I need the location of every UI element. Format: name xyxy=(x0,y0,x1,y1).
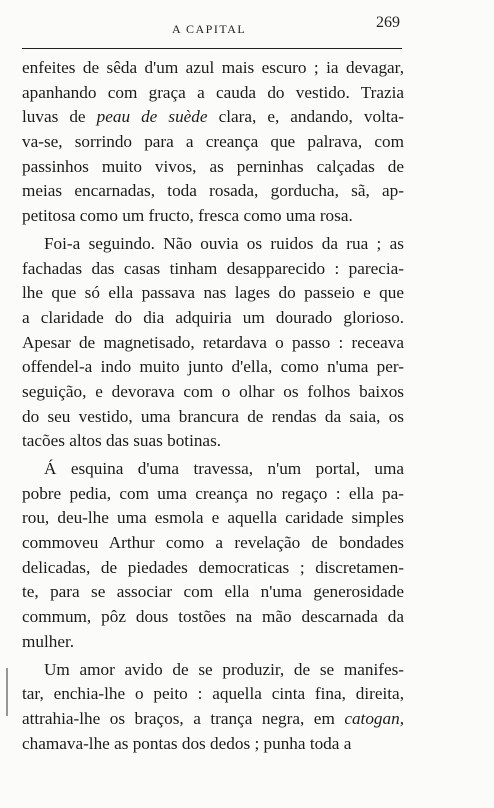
text-line: mulher. xyxy=(22,631,75,651)
text-line: rou, deu-lhe uma esmola e aquella caridade simples xyxy=(22,508,404,528)
text-line: commoveu Arthur como a revelação de bondades xyxy=(22,533,404,553)
text-line: do seu vestido, uma brancura de rendas da saia, os xyxy=(22,406,404,426)
text-line: pobre pedia, com uma creança no regaço : ella pa- xyxy=(22,483,404,503)
text-line: chamava-lhe as pontas dos dedos ; punha toda a xyxy=(22,733,352,753)
text-line: enfeites de sêda d'um azul mais escuro ; ia devagar, xyxy=(22,58,404,77)
text-line: attrahia-lhe os braços, a trança negra, em catogan, xyxy=(22,708,404,728)
paragraph xyxy=(22,457,404,655)
text-line: Foi-a seguindo. Não ouvia os ruidos da rua ; as xyxy=(44,233,404,253)
text-line: Apesar de magnetisado, retardava o passo : receava xyxy=(22,332,404,352)
text-line: passinhos muito vivos, as perninhas calçadas de xyxy=(22,156,404,176)
paragraph xyxy=(22,658,404,757)
text-line: meias encarnadas, toda rosada, gorducha, sã, ap- xyxy=(22,181,404,201)
text-line: commum, pôz dous tostões na mão descarnada da xyxy=(22,607,404,627)
page-number: 269 xyxy=(376,14,400,31)
page-header xyxy=(22,12,402,49)
running-title: A CAPITAL xyxy=(172,22,247,36)
body-text xyxy=(22,56,404,756)
text-line: fachadas das casas tinham desapparecido : parecia- xyxy=(22,258,404,278)
text-line: petitosa como um fructo, fresca como uma rosa. xyxy=(22,206,353,226)
text-line: tar, enchia-lhe o peito : aquella cinta fina, direita, xyxy=(22,684,404,704)
text-line: a claridade do dia adquiria um dourado glorioso. xyxy=(22,307,404,327)
text-line: Á esquina d'uma travessa, n'um portal, uma xyxy=(44,459,404,478)
paragraph xyxy=(22,232,404,454)
text-line: te, para se associar com ella n'uma generosidade xyxy=(22,582,404,602)
text-line: offendel-a indo muito junto d'ella, como n'uma per- xyxy=(22,357,404,377)
italic-text: peau de suède xyxy=(96,107,208,127)
text-line: tacões altos das suas botinas. xyxy=(22,431,222,451)
text-line: apanhando com graça a cauda do vestido. Trazia xyxy=(22,82,404,102)
margin-mark xyxy=(6,668,8,716)
text-line: Um amor avido de se produzir, de se manifes- xyxy=(44,659,404,679)
text-line: luvas de peau de suède clara, e, andando, volta- xyxy=(22,107,404,127)
paragraph xyxy=(22,56,404,229)
text-line: seguição, e devorava com o olhar os folhos baixos xyxy=(22,381,404,401)
text-line: lhe que só ella passava nas lages do passeio e que xyxy=(22,283,404,303)
text-line: va-se, sorrindo para a creança que palrava, com xyxy=(22,132,404,152)
italic-text: catogan xyxy=(344,708,400,728)
text-line: delicadas, de piedades democraticas ; discretamen- xyxy=(22,557,404,577)
